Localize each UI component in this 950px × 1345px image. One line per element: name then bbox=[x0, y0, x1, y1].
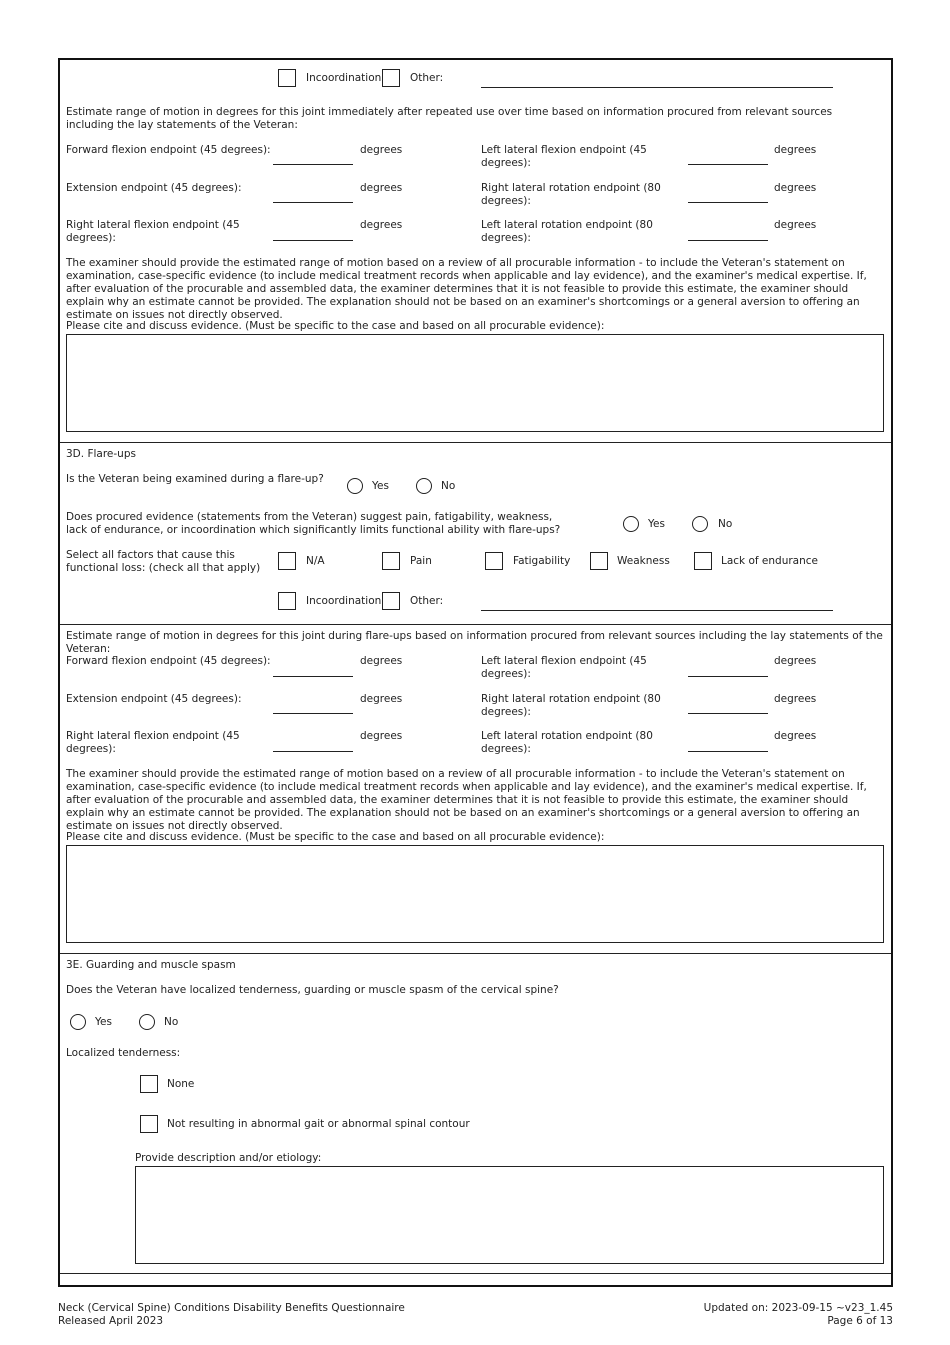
forward-flexion-field[interactable] bbox=[273, 164, 353, 165]
flareup-evidence-question: Does procured evidence (statements from the Veteran) suggest pain, fatigability, weakness, lack of endurance, or incoordination which significantly limits functional ability with flare-ups? bbox=[66, 511, 561, 536]
repeated-use-intro: Estimate range of motion in degrees for this joint immediately after repeated use over time based on information procured from relevant sources including the lay statements of the Veteran: bbox=[66, 106, 833, 131]
examiner-note: The examiner should provide the estimated range of motion based on a review of all procurable information - to include the Veteran's statement on examination, case-specific evidence (to include medical treatment records when applicable and lay evidence), and the examiner's medical expertise. If, after evaluation of the procurable and assembled data, the examiner determines that it is not feasible to provide this estimate, the examiner should explain why an estimate cannot be provided. The explanation should not be based on an examiner's shortcomings or a general aversion to offering an estimate on issues not directly observed. bbox=[66, 768, 867, 832]
footer-released: Released April 2023 bbox=[58, 1315, 164, 1327]
no-label: No bbox=[164, 1016, 179, 1028]
flare-rom-intro: Estimate range of motion in degrees for this joint during flare-ups based on information procured from relevant sources including the lay statements of the Veteran: bbox=[66, 630, 883, 655]
other-checkbox-repeated[interactable] bbox=[382, 69, 400, 87]
extension-label: Extension endpoint (45 degrees): bbox=[66, 182, 242, 194]
right-lateral-rotation-field-flare[interactable] bbox=[688, 713, 768, 714]
other-checkbox-flareup[interactable] bbox=[382, 592, 400, 610]
guarding-section-title: 3E. Guarding and muscle spasm bbox=[66, 959, 236, 971]
cite-evidence-label: Please cite and discuss evidence. (Must be specific to the case and based on all procurable evidence): bbox=[66, 320, 605, 332]
other-text-field-repeated[interactable] bbox=[481, 87, 833, 88]
left-lateral-rotation-field[interactable] bbox=[688, 240, 768, 241]
none-label: None bbox=[167, 1078, 195, 1090]
other-label: Other: bbox=[410, 595, 444, 607]
weakness-checkbox[interactable] bbox=[590, 552, 608, 570]
extension-field[interactable] bbox=[273, 202, 353, 203]
left-lateral-rotation-label: Left lateral rotation endpoint (80 degrees): bbox=[481, 219, 653, 244]
flareup-evidence-no-radio[interactable] bbox=[692, 516, 708, 532]
right-lateral-flexion-field-flare[interactable] bbox=[273, 751, 353, 752]
flareup-yes-radio[interactable] bbox=[347, 478, 363, 494]
right-lateral-rotation-label: Right lateral rotation endpoint (80 degrees): bbox=[481, 182, 661, 207]
other-label: Other: bbox=[410, 72, 444, 84]
left-lateral-flexion-field[interactable] bbox=[688, 164, 768, 165]
section-divider bbox=[60, 953, 891, 954]
no-label: No bbox=[718, 518, 733, 530]
not-resulting-checkbox[interactable] bbox=[140, 1115, 158, 1133]
lack-of-endurance-checkbox[interactable] bbox=[694, 552, 712, 570]
tenderness-none-checkbox[interactable] bbox=[140, 1075, 158, 1093]
flareups-section-title: 3D. Flare-ups bbox=[66, 448, 136, 460]
na-label: N/A bbox=[306, 555, 325, 567]
right-lateral-flexion-label: Right lateral flexion endpoint (45 degrees): bbox=[66, 730, 240, 755]
guarding-question: Does the Veteran have localized tenderness, guarding or muscle spasm of the cervical spine? bbox=[66, 984, 559, 996]
degrees-unit: degrees bbox=[774, 182, 817, 194]
pain-label: Pain bbox=[410, 555, 432, 567]
na-checkbox[interactable] bbox=[278, 552, 296, 570]
degrees-unit: degrees bbox=[774, 730, 817, 742]
degrees-unit: degrees bbox=[360, 655, 403, 667]
incoordination-label: Incoordination bbox=[306, 72, 382, 84]
fatigability-checkbox[interactable] bbox=[485, 552, 503, 570]
degrees-unit: degrees bbox=[360, 219, 403, 231]
footer-updated: Updated on: 2023-09-15 ~v23_1.45 bbox=[703, 1302, 893, 1314]
description-label: Provide description and/or etiology: bbox=[135, 1152, 322, 1164]
flareup-question: Is the Veteran being examined during a flare-up? bbox=[66, 473, 324, 485]
cite-evidence-textarea-flare[interactable] bbox=[66, 845, 884, 943]
incoordination-checkbox-flareup[interactable] bbox=[278, 592, 296, 610]
section-divider bbox=[60, 442, 891, 443]
left-lateral-flexion-label: Left lateral flexion endpoint (45 degrees): bbox=[481, 144, 647, 169]
lack-of-endurance-label: Lack of endurance bbox=[721, 555, 819, 567]
pain-checkbox[interactable] bbox=[382, 552, 400, 570]
forward-flexion-label: Forward flexion endpoint (45 degrees): bbox=[66, 144, 271, 156]
guarding-yes-radio[interactable] bbox=[70, 1014, 86, 1030]
degrees-unit: degrees bbox=[360, 144, 403, 156]
factors-label: Select all factors that cause this functional loss: (check all that apply) bbox=[66, 549, 261, 574]
yes-label: Yes bbox=[372, 480, 389, 492]
not-resulting-label: Not resulting in abnormal gait or abnormal spinal contour bbox=[167, 1118, 470, 1130]
left-lateral-rotation-field-flare[interactable] bbox=[688, 751, 768, 752]
left-lateral-flexion-field-flare[interactable] bbox=[688, 676, 768, 677]
section-divider bbox=[60, 624, 891, 625]
degrees-unit: degrees bbox=[774, 693, 817, 705]
right-lateral-rotation-label: Right lateral rotation endpoint (80 degrees): bbox=[481, 693, 661, 718]
right-lateral-rotation-field[interactable] bbox=[688, 202, 768, 203]
section-divider bbox=[60, 1273, 891, 1274]
degrees-unit: degrees bbox=[360, 693, 403, 705]
degrees-unit: degrees bbox=[774, 655, 817, 667]
degrees-unit: degrees bbox=[360, 182, 403, 194]
extension-label: Extension endpoint (45 degrees): bbox=[66, 693, 242, 705]
fatigability-label: Fatigability bbox=[513, 555, 571, 567]
degrees-unit: degrees bbox=[774, 144, 817, 156]
extension-field-flare[interactable] bbox=[273, 713, 353, 714]
right-lateral-flexion-label: Right lateral flexion endpoint (45 degrees): bbox=[66, 219, 240, 244]
cite-evidence-textarea-repeated[interactable] bbox=[66, 334, 884, 432]
degrees-unit: degrees bbox=[774, 219, 817, 231]
flareup-no-radio[interactable] bbox=[416, 478, 432, 494]
yes-label: Yes bbox=[648, 518, 665, 530]
form-frame bbox=[58, 58, 893, 1287]
right-lateral-flexion-field[interactable] bbox=[273, 240, 353, 241]
footer-page-number: Page 6 of 13 bbox=[827, 1315, 893, 1327]
degrees-unit: degrees bbox=[360, 730, 403, 742]
cite-evidence-label: Please cite and discuss evidence. (Must be specific to the case and based on all procurable evidence): bbox=[66, 831, 605, 843]
left-lateral-rotation-label: Left lateral rotation endpoint (80 degrees): bbox=[481, 730, 653, 755]
yes-label: Yes bbox=[95, 1016, 112, 1028]
weakness-label: Weakness bbox=[617, 555, 670, 567]
other-text-field-flareup[interactable] bbox=[481, 610, 833, 611]
tenderness-label: Localized tenderness: bbox=[66, 1047, 181, 1059]
forward-flexion-field-flare[interactable] bbox=[273, 676, 353, 677]
footer-form-title: Neck (Cervical Spine) Conditions Disability Benefits Questionnaire bbox=[58, 1302, 405, 1314]
guarding-no-radio[interactable] bbox=[139, 1014, 155, 1030]
flareup-evidence-yes-radio[interactable] bbox=[623, 516, 639, 532]
incoordination-label: Incoordination bbox=[306, 595, 382, 607]
description-textarea[interactable] bbox=[135, 1166, 884, 1264]
no-label: No bbox=[441, 480, 456, 492]
forward-flexion-label: Forward flexion endpoint (45 degrees): bbox=[66, 655, 271, 667]
incoordination-checkbox-repeated[interactable] bbox=[278, 69, 296, 87]
examiner-note: The examiner should provide the estimated range of motion based on a review of all procurable information - to include the Veteran's statement on examination, case-specific evidence (to include medical treatment records when applicable and lay evidence), and the examiner's medical expertise. If, after evaluation of the procurable and assembled data, the examiner determines that it is not feasible to provide this estimate, the examiner should explain why an estimate cannot be provided. The explanation should not be based on an examiner's shortcomings or a general aversion to offering an estimate on issues not directly observed. bbox=[66, 257, 867, 321]
left-lateral-flexion-label: Left lateral flexion endpoint (45 degrees): bbox=[481, 655, 647, 680]
